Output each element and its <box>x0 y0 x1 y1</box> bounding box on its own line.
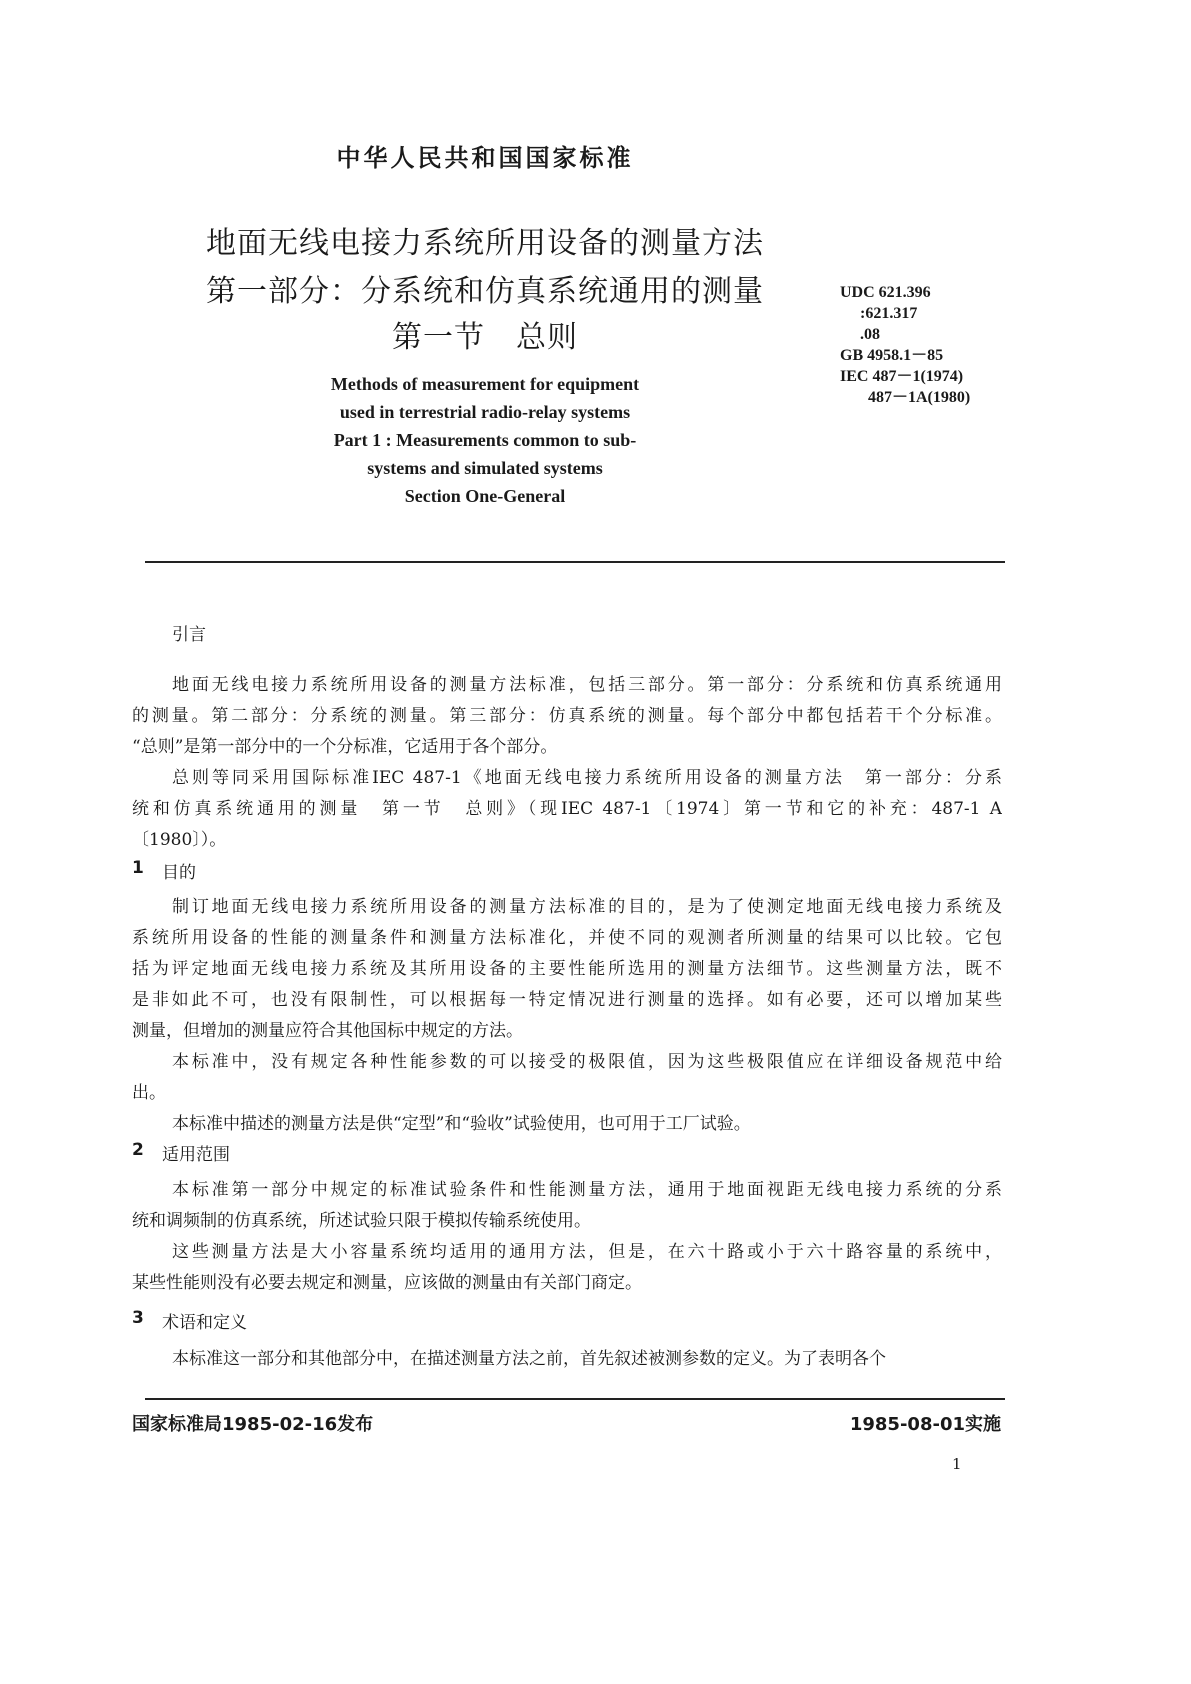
section-2-heading: 适用范围 <box>162 1145 230 1165</box>
iec-supplement: 487－1A(1980) <box>840 389 971 406</box>
paragraph-line: 制订地面无线电接力系统所用设备的测量方法标准的目的，是为了使测定地面无线电接力系统及 <box>172 897 1002 917</box>
paragraph-line: 地面无线电接力系统所用设备的测量方法标准，包括三部分。第一部分：分系统和仿真系统通用 <box>172 675 1002 695</box>
paragraph-line: 统和调频制的仿真系统，所述试验只限于模拟传输系统使用。 <box>132 1211 591 1231</box>
title-en-line-4: systems and simulated systems <box>367 458 603 478</box>
title-cn-line-1: 地面无线电接力系统所用设备的测量方法 <box>206 226 764 261</box>
header-divider <box>145 561 1005 563</box>
paragraph-line: 是非如此不可，也没有限制性，可以根据每一特定情况进行测量的选择。如有必要，还可以增加某些 <box>132 990 1002 1010</box>
intro-heading: 引言 <box>172 625 206 645</box>
section-1-body <box>132 892 1002 1140</box>
footer-divider <box>145 1398 1005 1400</box>
title-cn-line-3: 第一节 总则 <box>392 320 578 355</box>
paragraph-line: 本标准第一部分中规定的标准试验条件和性能测量方法，通用于地面视距无线电接力系统的分系 <box>172 1180 1002 1200</box>
udc-code-2: :621.317 <box>840 305 918 322</box>
document-header: 中华人民共和国国家标准 <box>336 144 634 172</box>
iec-number: IEC 487－1(1974) <box>840 368 964 385</box>
paragraph-line: 〔1980〕）。 <box>132 830 227 850</box>
section-3-number: 3 <box>132 1308 144 1328</box>
issue-date: 国家标准局1985-02-16发布 <box>132 1414 374 1435</box>
effective-date: 1985-08-01实施 <box>849 1414 1001 1435</box>
paragraph-line: 系统所用设备的性能的测量条件和测量方法标准化，并使不同的观测者所测量的结果可以比较。它包 <box>132 928 1002 948</box>
intro-body <box>132 670 1002 856</box>
paragraph-line: 某些性能则没有必要去规定和测量，应该做的测量由有关部门商定。 <box>132 1273 642 1293</box>
paragraph-line: 总则等同采用国际标准IEC 487-1《地面无线电接力系统所用设备的测量方法 第一部分：分系 <box>172 768 1002 788</box>
title-en-line-3: Part 1 : Measurements common to sub- <box>333 430 637 450</box>
classification-block <box>840 282 970 408</box>
paragraph-line: “总则”是第一部分中的一个分标准，它适用于各个部分。 <box>132 737 558 757</box>
page-number: 1 <box>952 1455 962 1473</box>
title-en-line-2: used in terrestrial radio-relay systems <box>339 402 631 422</box>
paragraph-line: 出。 <box>132 1083 166 1103</box>
udc-code-3: .08 <box>840 326 880 343</box>
paragraph-line: 本标准中描述的测量方法是供“定型”和“验收”试验使用，也可用于工厂试验。 <box>172 1114 751 1134</box>
paragraph-line: 括为评定地面无线电接力系统及其所用设备的主要性能所选用的测量方法细节。这些测量方法，既不 <box>132 959 1002 979</box>
section-2-body <box>132 1175 1002 1299</box>
gb-number: GB 4958.1－85 <box>840 347 944 364</box>
paragraph-line: 本标准中，没有规定各种性能参数的可以接受的极限值，因为这些极限值应在详细设备规范中给 <box>172 1052 1002 1072</box>
title-cn-line-2: 第一部分：分系统和仿真系统通用的测量 <box>206 274 764 309</box>
section-1-number: 1 <box>132 858 144 878</box>
paragraph-line: 的测量。第二部分：分系统的测量。第三部分：仿真系统的测量。每个部分中都包括若干个分标准。 <box>132 706 1002 726</box>
title-en-line-5: Section One-General <box>404 486 566 506</box>
section-3-body <box>132 1344 1002 1375</box>
paragraph-line: 这些测量方法是大小容量系统均适用的通用方法，但是，在六十路或小于六十路容量的系统中， <box>172 1242 1002 1262</box>
section-3-heading: 术语和定义 <box>162 1313 247 1333</box>
section-2-number: 2 <box>132 1140 144 1160</box>
paragraph-line: 本标准这一部分和其他部分中，在描述测量方法之前，首先叙述被测参数的定义。为了表明各个 <box>172 1349 886 1369</box>
paragraph-line: 统和仿真系统通用的测量 第一节 总则》（现IEC 487-1〔1974〕第一节和它的补充：487-1 A <box>132 799 1002 819</box>
title-en-line-1: Methods of measurement for equipment <box>330 374 640 394</box>
paragraph-line: 测量，但增加的测量应符合其他国标中规定的方法。 <box>132 1021 523 1041</box>
udc-code: UDC 621.396 <box>840 284 931 301</box>
section-1-heading: 目的 <box>162 863 196 883</box>
